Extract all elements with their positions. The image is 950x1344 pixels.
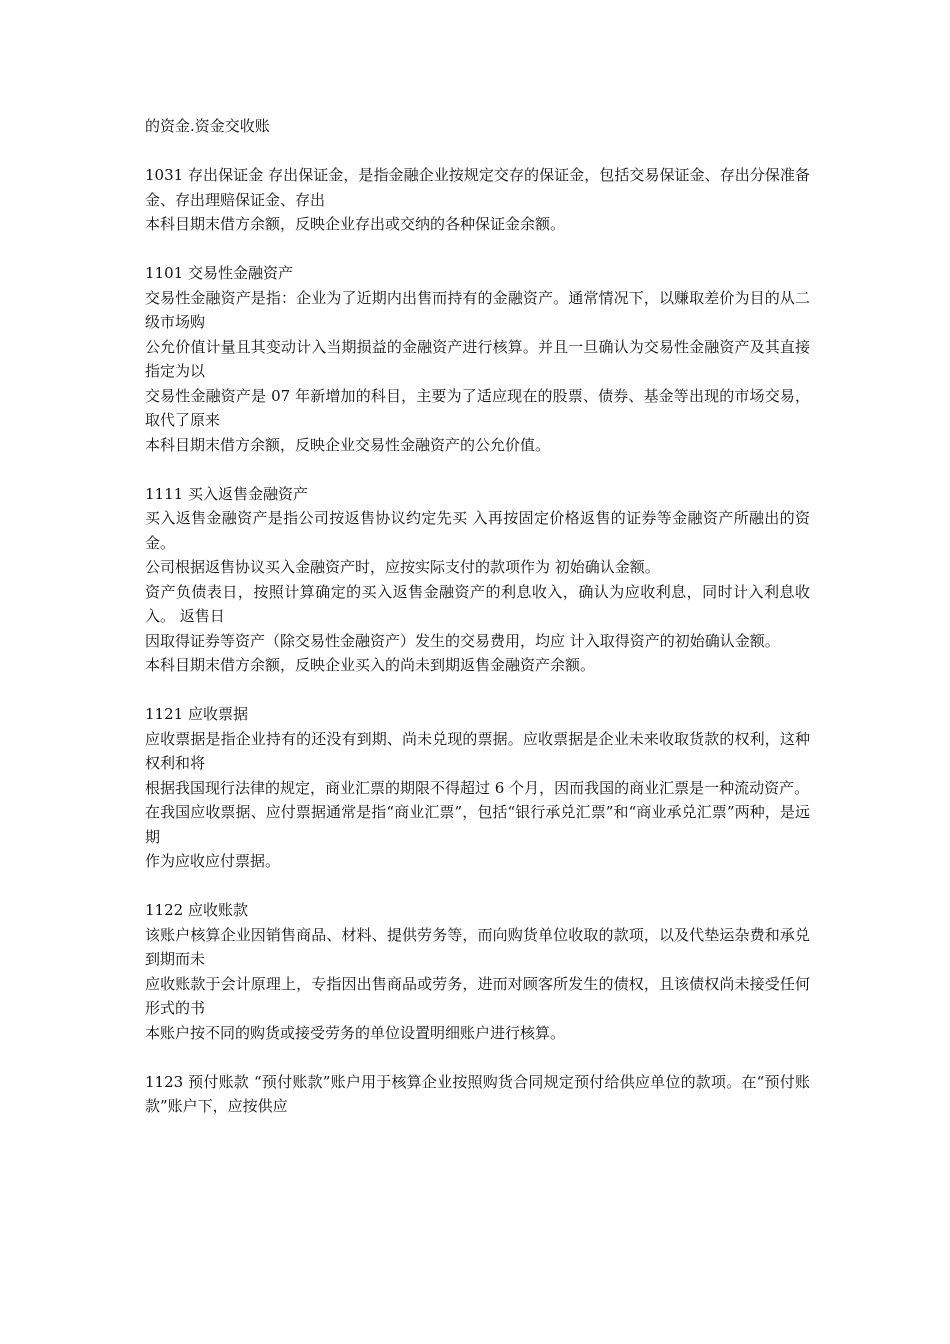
section-1031-heading: 1031 存出保证金 存出保证金，是指金融企业按规定交存的保证金，包括交易保证金、存出分保准备金、存出理赔保证金、存出 — [145, 166, 810, 209]
section-1121-line: 应收票据是指企业持有的还没有到期、尚未兑现的票据。应收票据是企业未来收取货款的权利，这种权利和将 — [145, 729, 810, 772]
section-1121-line: 根据我国现行法律的规定，商业汇票的期限不得超过 6 个月，因而我国的商业汇票是一种流动资产。 — [145, 778, 810, 797]
section-1111-line: 资产负债表日，按照计算确定的买入返售金融资产的利息收入，确认为应收利息，同时计入利息收入。 返售日 — [145, 582, 810, 625]
paragraph-gap — [145, 678, 810, 703]
section-1101-line: 公允价值计量且其变动计入当期损益的金融资产进行核算。并且一旦确认为交易性金融资产及其直接指定为以 — [145, 337, 810, 380]
section-1111-heading: 1111 买入返售金融资产 — [145, 484, 308, 503]
section-1122-line: 该账户核算企业因销售商品、材料、提供劳务等，而向购货单位收取的款项，以及代垫运杂费和承兑到期而未 — [145, 925, 810, 968]
paragraph-gap — [145, 139, 810, 164]
paragraph-gap — [145, 874, 810, 899]
section-1111-line: 公司根据返售协议买入金融资产时，应按实际支付的款项作为 初始确认金额。 — [145, 558, 660, 576]
section-1121-heading: 1121 应收票据 — [145, 705, 248, 723]
section-1121-line: 在我国应收票据、应付票据通常是指“商业汇票”，包括“银行承兑汇票”和“商业承兑汇票”两种，是远期 — [145, 803, 810, 846]
section-1122-heading: 1122 应收账款 — [145, 901, 248, 919]
section-1122-line: 本账户按不同的购货或接受劳务的单位设置明细账户进行核算。 — [145, 1023, 566, 1042]
paragraph-gap — [145, 237, 810, 262]
section-1101-line: 交易性金融资产是指：企业为了近期内出售而持有的金融资产。通常情况下，以赚取差价为目的从二级市场购 — [145, 288, 810, 331]
section-1121-line: 作为应收应付票据。 — [145, 852, 281, 870]
section-1123-heading: 1123 预付账款 “预付账款”账户用于核算企业按照购货合同规定预付给供应单位的款项。在“预付账款”账户下，应按供应 — [145, 1072, 810, 1115]
section-1101-heading: 1101 交易性金融资产 — [145, 264, 293, 282]
section-1111-line: 买入返售金融资产是指公司按返售协议约定先买 入再按固定价格返售的证券等金融资产所融出的资金。 — [145, 509, 810, 552]
section-1111-line: 本科目期末借方余额，反映企业买入的尚未到期返售金融资产余额。 — [145, 656, 596, 674]
section-1101-line: 本科目期末借方余额，反映企业交易性金融资产的公允价值。 — [145, 435, 551, 454]
intro-line: 的资金.资金交收账 — [145, 117, 270, 135]
section-1101-line: 交易性金融资产是 07 年新增加的科目，主要为了适应现在的股票、债券、基金等出现的市场交易，取代了原来 — [145, 386, 810, 429]
paragraph-gap — [145, 457, 810, 482]
section-1031-line: 本科目期末借方余额，反映企业存出或交纳的各种保证金余额。 — [145, 215, 566, 233]
section-1122-line: 应收账款于会计原理上，专指因出售商品或劳务，进而对顾客所发生的债权，且该债权尚未接受任何形式的书 — [145, 974, 810, 1017]
document-body — [145, 114, 810, 1119]
section-1111-line: 因取得证券等资产（除交易性金融资产）发生的交易费用，均应 计入取得资产的初始确认金额。 — [145, 631, 780, 650]
paragraph-gap — [145, 1045, 810, 1070]
